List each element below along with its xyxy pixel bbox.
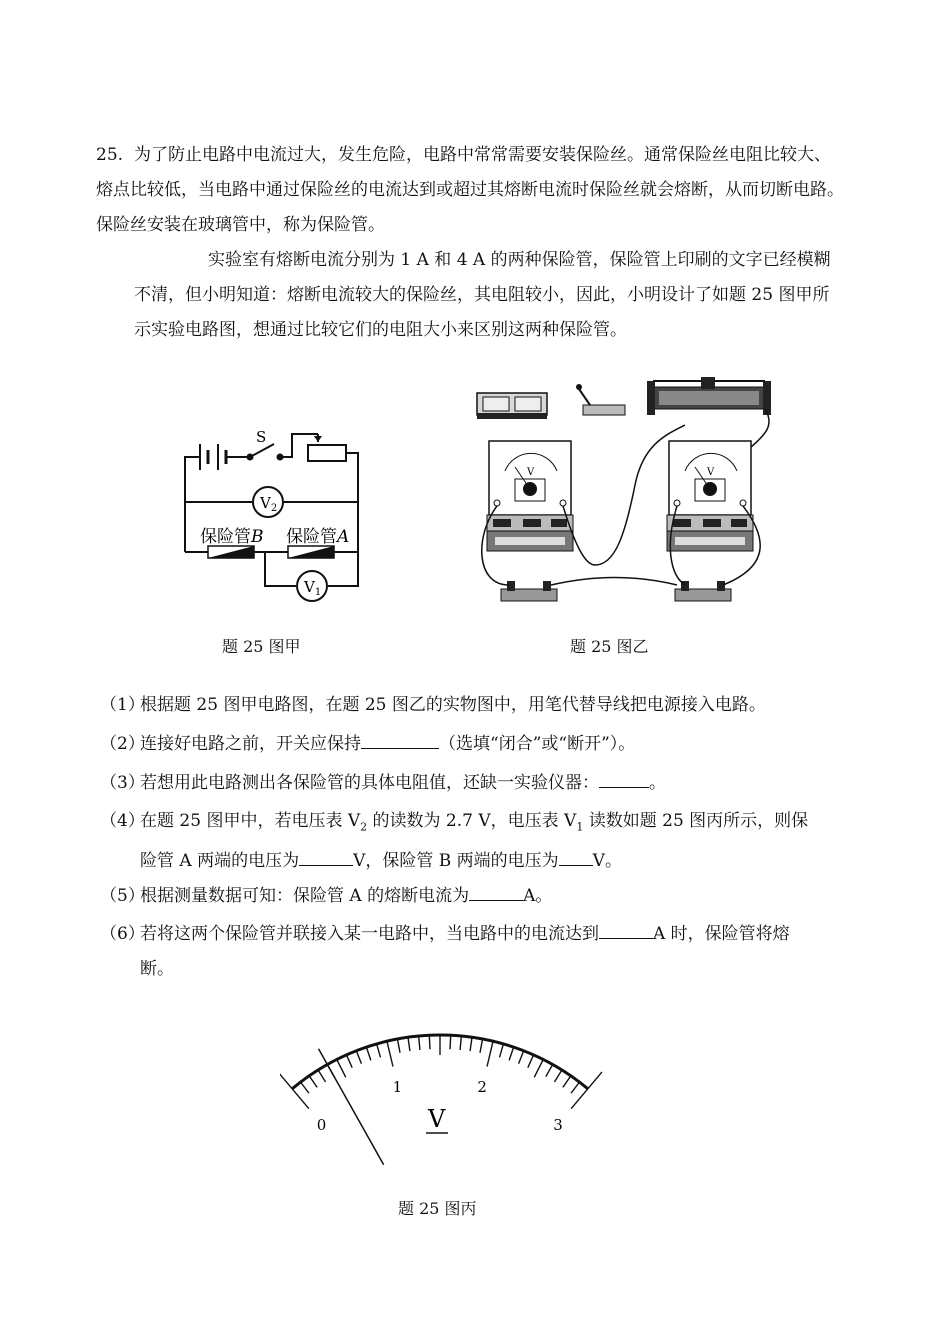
answer-blank[interactable] [599, 769, 649, 788]
fuse-holder-left [501, 581, 557, 601]
voltmeter-v1-label: $V_1$ [304, 578, 322, 598]
meter-tick [480, 1039, 483, 1053]
meter-tick [450, 1035, 451, 1049]
meter-tick [377, 1044, 381, 1057]
meter-end-line [588, 1072, 602, 1089]
meter-tick [571, 1089, 588, 1109]
voltmeter-right [667, 441, 753, 551]
answer-blank[interactable] [599, 920, 653, 939]
fuse-b-label: 保险管B [200, 527, 264, 547]
subquestion-index: （6） [100, 924, 145, 944]
meter-tick [366, 1047, 370, 1060]
question-intro [96, 138, 846, 348]
subquestion-6 [100, 917, 850, 987]
subquestion-text: 连接好电路之前，开关应保持 [140, 734, 361, 754]
subquestion-text-tail: A。 [523, 886, 553, 906]
subquestion-text: 若想用此电路测出各保险管的具体电阻值，还缺一实验仪器： [140, 773, 599, 793]
meter-tick [563, 1076, 571, 1088]
svg-text:V: V [527, 467, 535, 478]
meter-tick [356, 1051, 361, 1064]
meter-tick [397, 1039, 400, 1053]
meter-tick [460, 1036, 461, 1050]
figure-jia-caption: 题 25 图甲 [222, 637, 301, 656]
switch-component [576, 384, 625, 415]
subquestion-text-line2: 险管 A 两端的电压为 V，保险管 B 两端的电压为 V。 [100, 844, 850, 879]
meter-tick [346, 1055, 352, 1068]
answer-blank-b[interactable] [559, 847, 593, 866]
meter-scale-label: 2 [477, 1077, 487, 1096]
figure-bing-meter [280, 1015, 610, 1175]
meter-tick [554, 1070, 561, 1082]
meter-tick [301, 1082, 309, 1093]
subquestion-index: （5） [100, 886, 145, 906]
meter-tick [528, 1055, 534, 1068]
voltmeter-v2-label: $V_2$ [260, 494, 278, 514]
subquestion-index: （3） [100, 773, 145, 793]
meter-tick [292, 1089, 309, 1109]
rheostat-component [647, 377, 771, 415]
meter-unit-letter: V [428, 1105, 446, 1133]
meter-tick [337, 1059, 346, 1077]
intro-text-2: 实验室有熔断电流分别为 1 A 和 4 A 的两种保险管，保险管上印刷的文字已经模糊不清，但小明知道：熔断电流较大的保险丝，其电阻较小，因此，小明设计了如题 25 图甲所示实验电路图，想通过比较它们的电阻大小来区别这两种保险管。 [134, 250, 831, 340]
subquestion-3 [100, 766, 850, 801]
meter-end-line [280, 1072, 292, 1089]
answer-blank[interactable] [361, 730, 439, 749]
fuse-a-label: 保险管A [286, 527, 350, 547]
meter-tick [408, 1037, 410, 1051]
figure-yi-caption: 题 25 图乙 [570, 637, 649, 656]
figure-yi-apparatus [465, 375, 785, 610]
subquestion-text-tail: 。 [649, 773, 666, 793]
subquestion-text: 根据题 25 图甲电路图，在题 25 图乙的实物图中，用笔代替导线把电源接入电路。 [140, 695, 766, 715]
subquestion-text: 根据测量数据可知：保险管 A 的熔断电流为 [140, 886, 470, 906]
meter-tick [509, 1047, 513, 1060]
meter-tick [546, 1064, 553, 1076]
meter-tick [487, 1041, 493, 1066]
question-number: 25. [96, 145, 124, 165]
meter-tick [318, 1070, 325, 1082]
subquestion-index: （1） [100, 695, 145, 715]
meter-tick [419, 1036, 420, 1050]
intro-paragraph-2 [96, 243, 846, 348]
intro-text-1: 为了防止电路中电流过大，发生危险，电路中常常需要安装保险丝。通常保险丝电阻比较大、熔点比较低，当电路中通过保险丝的电流达到或超过其熔断电流时保险丝就会熔断，从而切断电路。保险丝安装在玻璃管中，称为保险管。 [96, 145, 844, 235]
answer-blank[interactable] [469, 882, 523, 901]
subquestion-text: 若将这两个保险管并联接入某一电路中，当电路中的电流达到 [140, 924, 599, 944]
subquestion-index: （2） [100, 734, 145, 754]
intro-paragraph-1 [96, 138, 846, 243]
subquestion-2 [100, 727, 850, 762]
battery-box [477, 393, 547, 419]
voltmeter-left [487, 441, 573, 551]
meter-scale-label: 1 [392, 1077, 403, 1096]
meter-tick [387, 1041, 393, 1066]
meter-tick [571, 1082, 579, 1093]
subquestion-4 [100, 804, 850, 879]
figure-bing-caption: 题 25 图丙 [398, 1199, 477, 1218]
subquestion-text-tail: （选填“闭合”或“断开”）。 [439, 734, 636, 754]
meter-tick [429, 1035, 430, 1049]
subquestion-text: 在题 25 图甲中，若电压表 $V_2$ 的读数为 2.7 V，电压表 $V_1$ 读数如题 25 图丙所示，则保 [140, 811, 809, 834]
meter-scale-label: 3 [553, 1116, 563, 1135]
subquestion-5 [100, 879, 850, 914]
switch-label: S [256, 428, 267, 446]
meter-tick [470, 1037, 472, 1051]
subquestion-index: （4） [100, 811, 145, 831]
svg-text:V: V [707, 467, 715, 478]
meter-tick [500, 1044, 504, 1057]
meter-tick [534, 1059, 543, 1077]
meter-scale-label: 0 [316, 1116, 327, 1135]
meter-tick [519, 1051, 524, 1064]
subquestion-text-line2: 断。 [140, 959, 174, 979]
subquestion-1 [100, 688, 850, 723]
meter-tick [309, 1076, 317, 1088]
answer-blank-a[interactable] [299, 847, 353, 866]
figure-jia-circuit [170, 420, 370, 605]
subquestion-text-tail: A 时，保险管将熔 [653, 924, 790, 944]
